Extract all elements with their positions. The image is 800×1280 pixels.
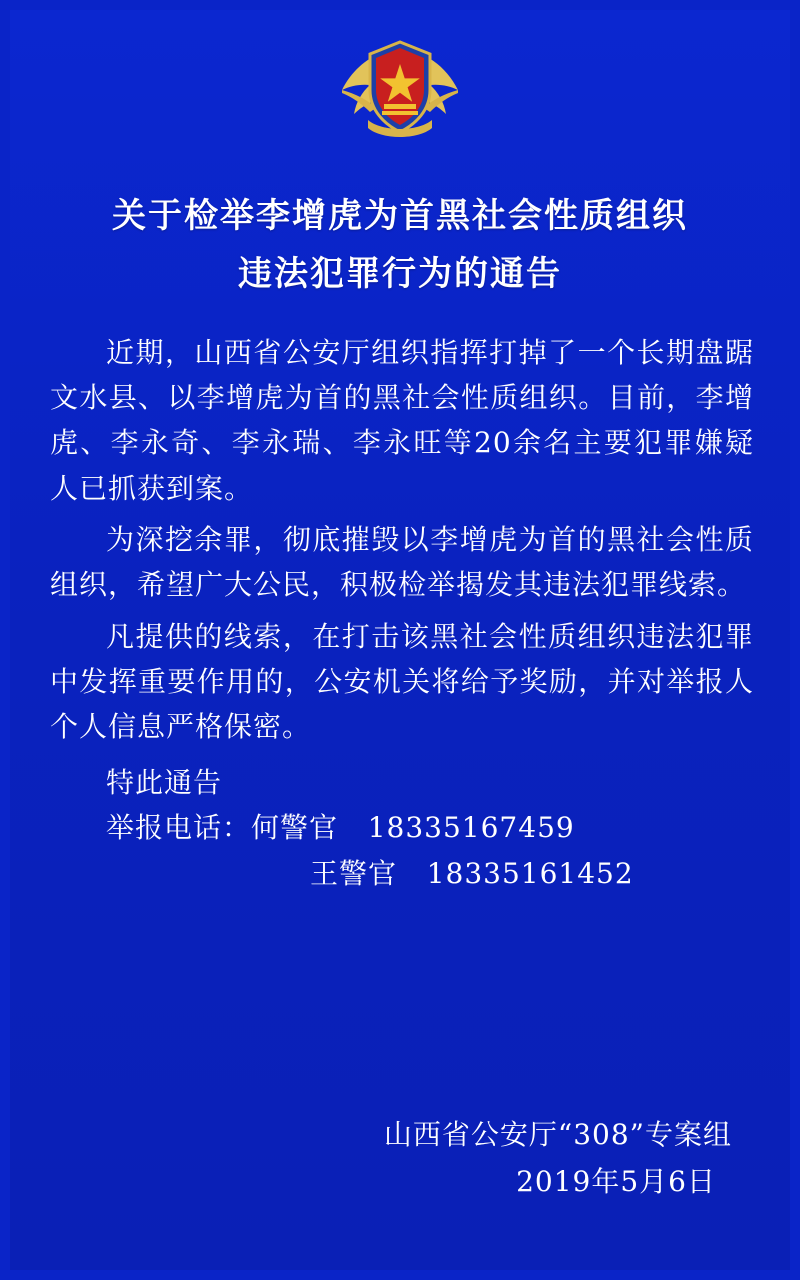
hotline-line-1: [50, 805, 754, 850]
hotline-contact-2-number: 18335161452: [426, 856, 634, 890]
paragraph-3: 凡提供的线索，在打击该黑社会性质组织违法犯罪中发挥重要作用的，公安机关将给予奖励，并对举报人个人信息严格保密。: [50, 619, 754, 744]
issue-date: 2019年5月6日: [516, 1165, 716, 1199]
hotline-contact-2-name: 王警官: [310, 856, 398, 890]
title-line-1: 关于检举李增虎为首黑社会性质组织: [112, 196, 688, 236]
paragraph-2: 为深挖余罪，彻底摧毁以李增虎为首的黑社会性质组织，希望广大公民，积极检举揭发其违法犯罪线索。: [50, 523, 754, 602]
hotline-contact-1-number: 18335167459: [367, 811, 575, 845]
paragraph-1: 近期，山西省公安厅组织指挥打掉了一个长期盘踞文水县、以李增虎为首的黑社会性质组织。目前，李增虎、李永奇、李永瑞、李永旺等20余名主要犯罪嫌疑人已抓获到案。: [50, 335, 754, 505]
hotline-label: 举报电话：: [106, 811, 252, 845]
title-line-2: 违法犯罪行为的通告: [238, 253, 562, 294]
hotline-line-2: [50, 851, 754, 896]
signature-block: [384, 1111, 732, 1206]
notice-body: [10, 330, 790, 896]
china-police-badge-icon: [320, 28, 480, 146]
closing-statement: 特此通告: [106, 765, 223, 799]
emblem-container: [10, 10, 790, 146]
issuing-organization: 山西省公安厅“308”专案组: [383, 1117, 732, 1151]
page-title: [10, 188, 790, 304]
hotline-contact-1-name: 何警官: [251, 811, 339, 845]
